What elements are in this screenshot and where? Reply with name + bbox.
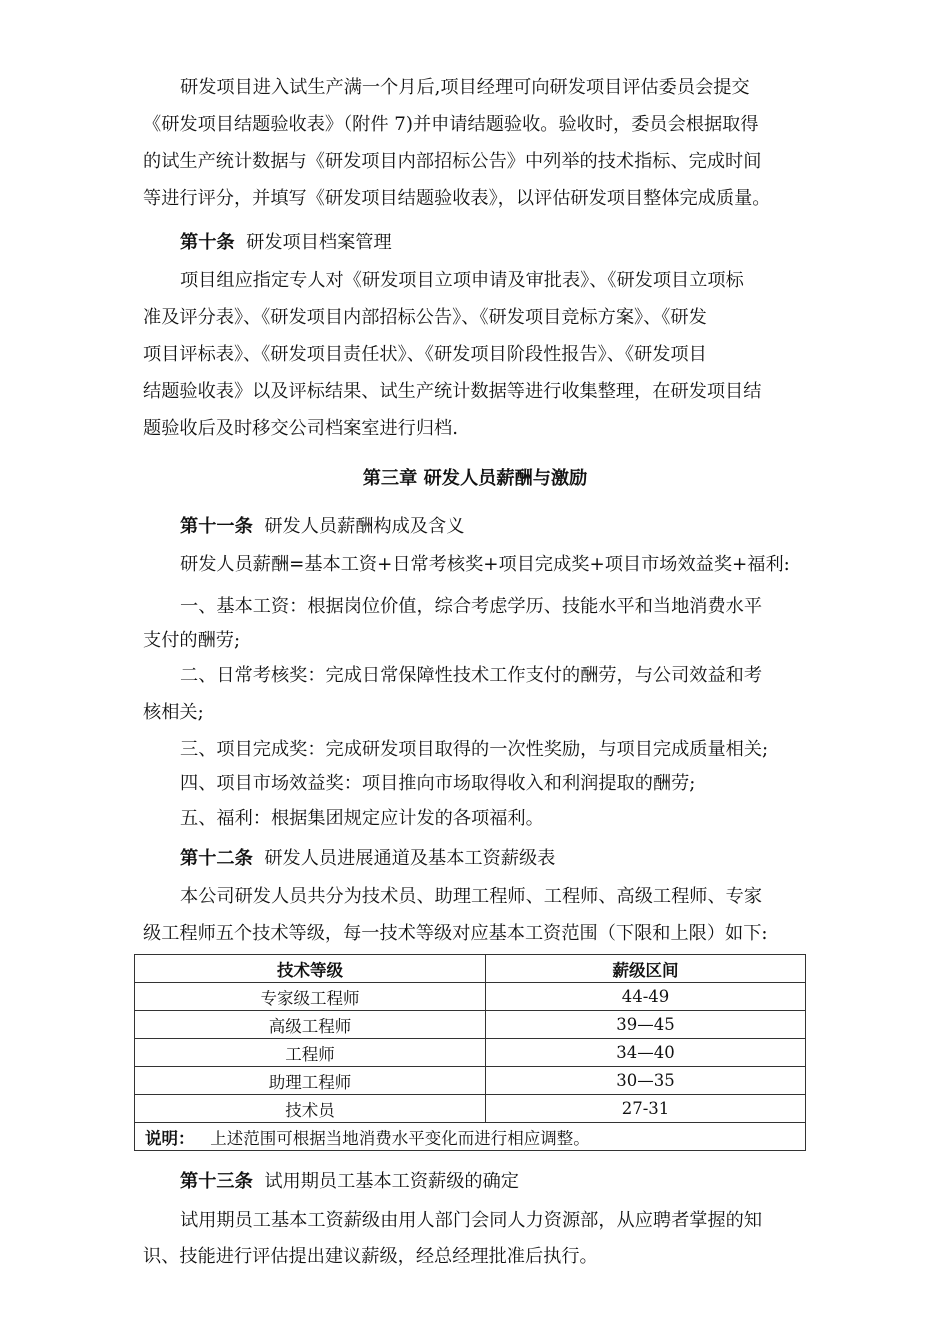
table-header: 技术等级 <box>135 955 486 983</box>
article-10-heading <box>143 230 805 256</box>
grade-cell: 工程师 <box>135 1039 486 1067</box>
list-item: 三、项目完成奖：完成研发项目取得的一次性奖励，与项目完成质量相关; <box>180 739 769 760</box>
article-title: 研发人员进展通道及基本工资薪级表 <box>264 848 556 869</box>
paragraph-line: 题验收后及时移交公司档案室进行归档. <box>143 418 458 439</box>
list-item: 一、基本工资：根据岗位价值，综合考虑学历、技能水平和当地消费水平 <box>180 596 763 617</box>
article-title: 研发项目档案管理 <box>246 232 392 253</box>
paragraph-line: 研发项目进入试生产满一个月后,项目经理可向研发项目评估委员会提交 <box>180 77 750 98</box>
salary-formula: 研发人员薪酬=基本工资+日常考核奖+项目完成奖+项目市场效益奖+福利: <box>180 554 790 575</box>
article-title: 研发人员薪酬构成及含义 <box>264 516 465 537</box>
table-row <box>135 1095 806 1123</box>
range-cell: 39—45 <box>486 1011 806 1039</box>
table-header-row <box>135 955 806 983</box>
list-item: 四、项目市场效益奖：项目推向市场取得收入和利润提取的酬劳; <box>180 773 696 794</box>
chapter-title: 第三章 研发人员薪酬与激励 <box>362 468 588 489</box>
paragraph-line: 试用期员工基本工资薪级由用人部门会同人力资源部，从应聘者掌握的知 <box>180 1210 763 1231</box>
grade-cell: 技术员 <box>135 1095 486 1123</box>
paragraph-line: 结题验收表》以及评标结果、试生产统计数据等进行收集整理，在研发项目结 <box>143 381 762 402</box>
range-cell: 34—40 <box>486 1039 806 1067</box>
paragraph-line: 识、技能进行评估提出建议薪级，经总经理批准后执行。 <box>143 1246 598 1267</box>
list-item: 五、福利：根据集团规定应计发的各项福利。 <box>180 808 544 829</box>
paragraph-line: 项目组应指定专人对《研发项目立项申请及审批表》、《研发项目立项标 <box>180 270 744 291</box>
table-note <box>135 1123 806 1151</box>
article-11-heading <box>143 514 805 540</box>
table-row <box>135 1067 806 1095</box>
range-cell: 30—35 <box>486 1067 806 1095</box>
paragraph-line: 《研发项目结题验收表》（附件 7)并申请结题验收。验收时，委员会根据取得 <box>143 114 759 135</box>
article-label: 第十二条 <box>180 848 253 869</box>
table-row <box>135 1011 806 1039</box>
paragraph-line: 级工程师五个技术等级，每一技术等级对应基本工资范围（下限和上限）如下: <box>143 923 768 944</box>
grade-cell: 高级工程师 <box>135 1011 486 1039</box>
paragraph-line: 准及评分表》、《研发项目内部招标公告》、《研发项目竞标方案》、《研发 <box>143 307 707 328</box>
article-label: 第十条 <box>180 232 235 253</box>
note-label: 说明： <box>145 1128 195 1148</box>
article-title: 试用期员工基本工资薪级的确定 <box>264 1171 519 1192</box>
article-13-heading <box>143 1169 805 1195</box>
paragraph-line: 的试生产统计数据与《研发项目内部招标公告》中列举的技术指标、完成时间 <box>143 151 762 172</box>
table-note-row <box>135 1123 806 1151</box>
paragraph-line: 等进行评分，并填写《研发项目结题验收表》，以评估研发项目整体完成质量。 <box>143 188 771 209</box>
article-label: 第十三条 <box>180 1171 253 1192</box>
list-item-cont: 支付的酬劳; <box>143 630 241 651</box>
note-text: 上述范围可根据当地消费水平变化而进行相应调整。 <box>210 1128 590 1148</box>
list-item: 二、日常考核奖：完成日常保障性技术工作支付的酬劳，与公司效益和考 <box>180 665 763 686</box>
article-12-heading <box>143 846 805 872</box>
table-header: 薪级区间 <box>486 955 806 983</box>
salary-grade-table <box>134 954 806 1151</box>
table-row <box>135 983 806 1011</box>
range-cell: 44-49 <box>486 983 806 1011</box>
article-label: 第十一条 <box>180 516 253 537</box>
grade-cell: 专家级工程师 <box>135 983 486 1011</box>
range-cell: 27-31 <box>486 1095 806 1123</box>
paragraph-line: 项目评标表》、《研发项目责任状》、《研发项目阶段性报告》、《研发项目 <box>143 344 707 365</box>
list-item-cont: 核相关; <box>143 702 204 723</box>
grade-cell: 助理工程师 <box>135 1067 486 1095</box>
paragraph-line: 本公司研发人员共分为技术员、助理工程师、工程师、高级工程师、专家 <box>180 886 763 907</box>
table-row <box>135 1039 806 1067</box>
